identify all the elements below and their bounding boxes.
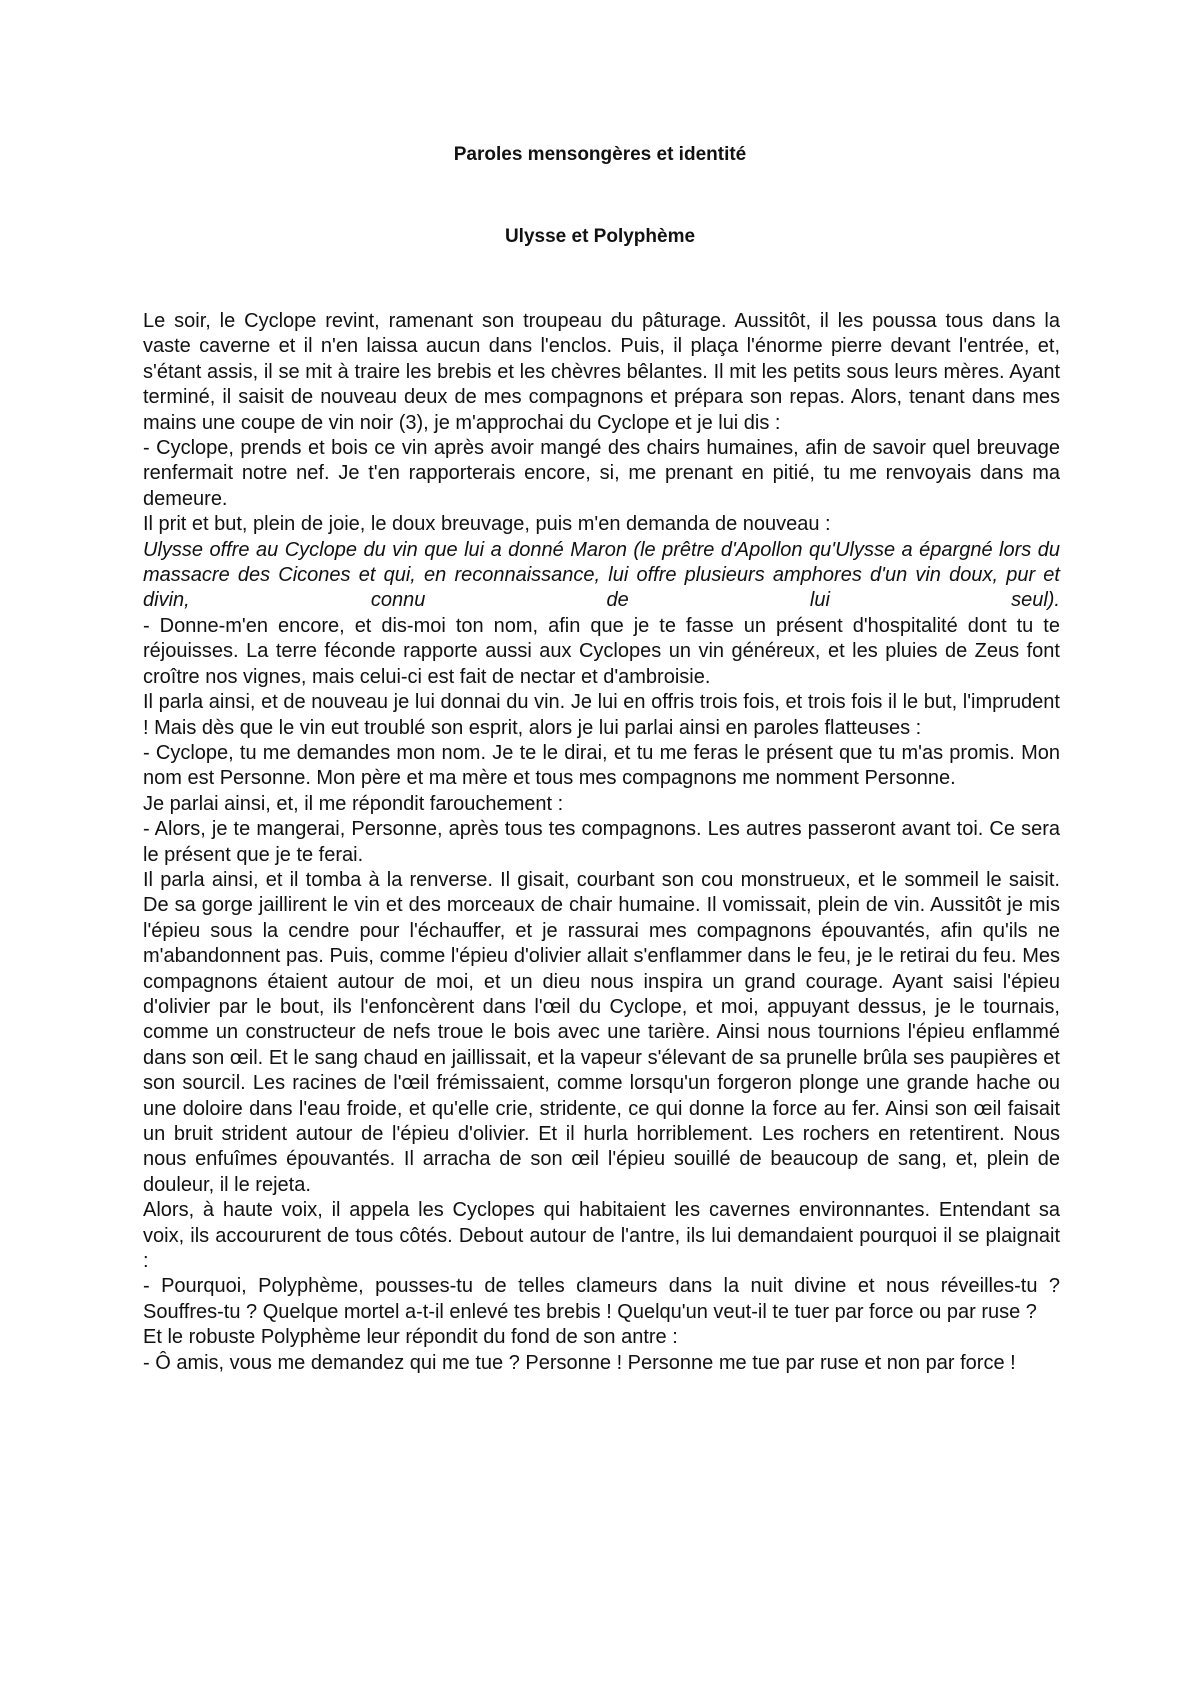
paragraph: Et le robuste Polyphème leur répondit du fond de son antre : — [143, 1326, 678, 1349]
paragraph: Je parlai ainsi, et, il me répondit farouchement : — [143, 792, 564, 815]
paragraph: Il parla ainsi, et de nouveau je lui donnai du vin. Je lui en offris trois fois, et trois fois il le but, l'imprudent ! Mais dès que le vin eut troublé son esprit, alors je lui parlai ainsi en paroles flatteuses : — [143, 691, 1060, 739]
paragraph: - Ô amis, vous me demandez qui me tue ? Personne ! Personne me tue par ruse et non par force ! — [143, 1351, 1016, 1374]
paragraph: Alors, à haute voix, il appela les Cyclopes qui habitaient les cavernes environnantes. Entendant sa voix, ils accoururent de tous côtés. Debout autour de l'antre, ils lui demandaient pourquoi il se plaignait : — [143, 1199, 1060, 1273]
document-title: Paroles mensongères et identité — [453, 144, 747, 165]
paragraph: - Cyclope, tu me demandes mon nom. Je te le dirai, et tu me feras le présent que tu m'as promis. Mon nom est Personne. Mon père et ma mère et tous mes compagnons me nomment Personne. — [143, 741, 1060, 790]
paragraph: - Cyclope, prends et bois ce vin après avoir mangé des chairs humaines, afin de savoir quel breuvage renfermait notre nef. Je t'en rapporterais encore, si, me prenant en pitié, tu me renvoyais dans ma demeure. — [143, 437, 1060, 510]
paragraph: - Donne-m'en encore, et dis-moi ton nom, afin que je te fasse un présent d'hospitalité dont tu te réjouisses. La terre féconde rapporte aussi aux Cyclopes un vin généreux, et les pluies de Zeus font croître nos vignes, mais celui-ci est fait de nectar et d'ambroisie. — [143, 614, 1060, 688]
paragraph: Il prit et but, plein de joie, le doux breuvage, puis m'en demanda de nouveau : — [143, 513, 831, 536]
paragraph: Il parla ainsi, et il tomba à la renverse. Il gisait, courbant son cou monstrueux, et le sommeil le saisit. De sa gorge jaillirent le vin et des morceaux de chair humaine. Il vomissait, plein de vin. Aussitôt je mis l'épieu sous la cendre pour l'échauffer, et je rassurai mes compagnons épouvantés, afin qu'ils ne m'abandonnent pas. Puis, comme l'épieu d'olivier allait s'enflammer dans le feu, je le retirai du feu. Mes compagnons étaient autour de moi, et un dieu nous inspira un grand courage. Ayant saisi l'épieu d'olivier par le bout, ils l'enfoncèrent dans l'œil du Cyclope, et moi, appuyant dessus, je le tournais, comme un constructeur de nefs troue le bois avec une tarière. Ainsi nous tournions l'épieu enflammé dans son œil. Et le sang chaud en jaillissait, et la vapeur s'élevant de sa prunelle brûla ses paupières et son sourcil. Les racines de l'œil frémissaient, comme lorsqu'un forgeron plonge une grande hache ou une doloire dans l'eau froide, et qu'elle crie, stridente, ce qui donne la force au fer. Ainsi son œil faisait un bruit strident autour de l'épieu d'olivier. Et il hurla horriblement. Les rochers en retentirent. Nous nous enfuîmes épouvantés. Il arracha de son œil l'épieu souillé de beaucoup de sang, et, plein de douleur, il le rejeta. — [143, 868, 1060, 1196]
document-subtitle: Ulysse et Polyphème — [504, 226, 696, 247]
italic-note-paragraph: Ulysse offre au Cyclope du vin que lui a donné Maron (le prêtre d'Apollon qu'Ulysse a épargné lors du massacre des Cicones et qui, en reconnaissance, lui offre plusieurs amphores d'un vin doux, pur et divin, connu de lui seul). — [143, 538, 1060, 612]
document-body — [143, 309, 1060, 1376]
paragraph: - Pourquoi, Polyphème, pousses-tu de telles clameurs dans la nuit divine et nous réveilles-tu ? Souffres-tu ? Quelque mortel a-t-il enlevé tes brebis ! Quelqu'un veut-il te tuer par force ou par ruse ? — [143, 1275, 1060, 1323]
paragraph: - Alors, je te mangerai, Personne, après tous tes compagnons. Les autres passeront avant toi. Ce sera le présent que je te ferai. — [143, 818, 1060, 866]
paragraph: Le soir, le Cyclope revint, ramenant son troupeau du pâturage. Aussitôt, il les poussa tous dans la vaste caverne et il n'en laissa aucun dans l'enclos. Puis, il plaça l'énorme pierre devant l'entrée, et, s'étant assis, il se mit à traire les brebis et les chèvres bêlantes. Il mit les petits sous leurs mères. Ayant terminé, il saisit de nouveau deux de mes compagnons et prépara son repas. Alors, tenant dans mes mains une coupe de vin noir (3), je m'approchai du Cyclope et je lui dis : — [143, 310, 1060, 434]
